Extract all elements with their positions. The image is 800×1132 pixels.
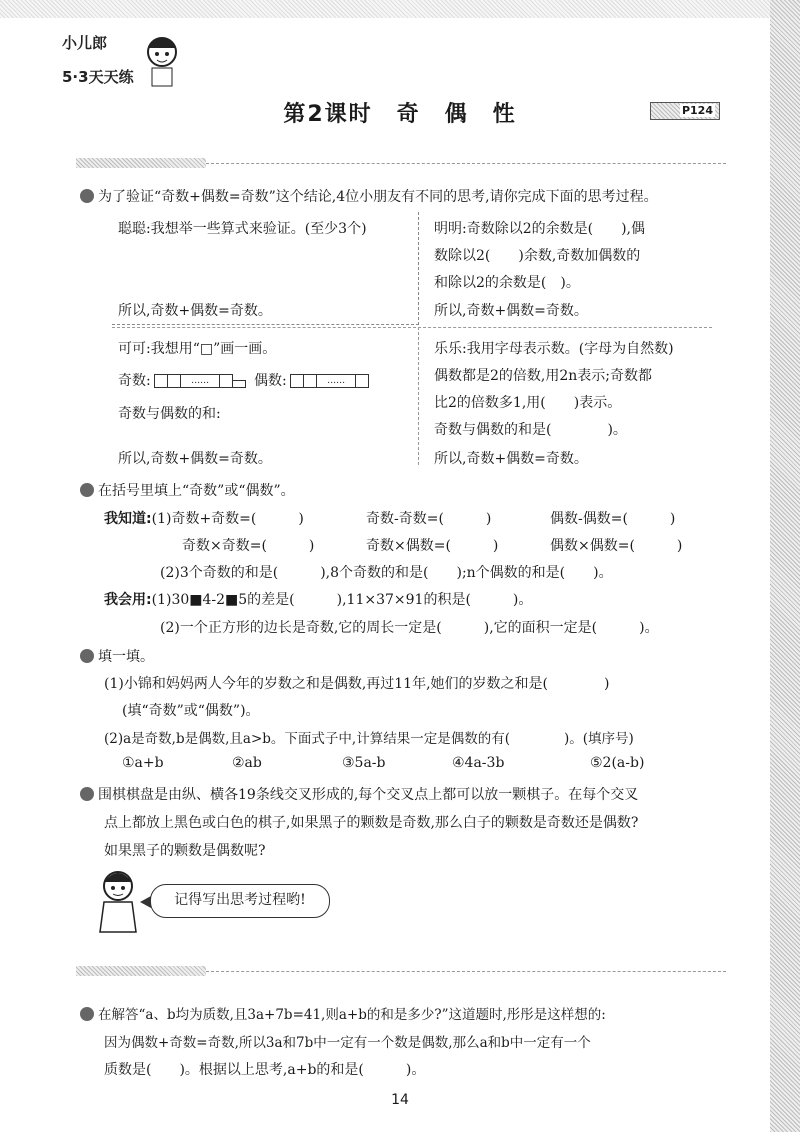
q3-option-3: ③5a-b — [342, 755, 386, 771]
q4-line1: 围棋棋盘是由纵、横各19条线交叉形成的,每个交叉点上都可以放一颗棋子。在每个交叉 — [98, 787, 639, 803]
boy-mascot-icon — [142, 28, 182, 88]
q2-prompt-line — [80, 480, 295, 500]
use-label: 我会用: — [104, 592, 152, 608]
lele-conclusion: 所以,奇数+偶数=奇数。 — [434, 451, 588, 467]
q3-option-2: ②ab — [232, 755, 262, 771]
q2-r1-c1: (1)奇数+奇数=( ) — [151, 511, 304, 527]
series-logo — [62, 28, 182, 90]
keke-even-row — [254, 370, 369, 390]
logo-text: 小儿郎 — [62, 34, 108, 52]
q3-option-4: ④4a-3b — [452, 755, 505, 771]
q5-line2: 因为偶数+奇数=奇数,所以3a和7b中一定有一个数是偶数,那么a和b中一定有一个 — [104, 1035, 591, 1051]
q2-r2-c2: 奇数×偶数=( ) — [366, 538, 499, 554]
q2-r1-c2: 奇数-奇数=( ) — [366, 511, 492, 527]
congcong-conclusion: 所以,奇数+偶数=奇数。 — [118, 303, 272, 319]
section-divider — [206, 163, 726, 164]
q1-prompt-line — [80, 186, 658, 206]
mingming-conclusion: 所以,奇数+偶数=奇数。 — [434, 303, 588, 319]
q3-option-5: ⑤2(a-b) — [590, 755, 645, 771]
q5-line3: 质数是( )。根据以上思考,a+b的和是( )。 — [104, 1062, 426, 1078]
q2-r3: (2)3个奇数的和是( ),8个奇数的和是( );n个偶数的和是( )。 — [160, 565, 613, 581]
lele-line3: 比2的倍数多1,用( )表示。 — [434, 395, 622, 411]
keke-odd-label: 奇数: — [118, 373, 151, 389]
congcong-text: 聪聪:我想举一些算式来验证。(至少3个) — [118, 221, 367, 237]
odd-square-diagram: …… — [155, 373, 246, 389]
lele-line4: 奇数与偶数的和是( )。 — [434, 422, 627, 438]
question-4-icon — [80, 787, 94, 801]
speech-bubble — [150, 884, 330, 918]
q3-prompt: 填一填。 — [98, 649, 154, 665]
q3-p2: (2)a是奇数,b是偶数,且a>b。下面式子中,计算结果一定是偶数的有( )。(填序号) — [104, 731, 634, 747]
page-reference-text: P124 — [681, 104, 713, 117]
page-number: 14 — [391, 1092, 409, 1108]
bubble-text: 记得写出思考过程哟! — [174, 892, 306, 908]
page-reference — [650, 102, 720, 120]
q4-line1-row — [80, 784, 638, 804]
question-5-icon — [80, 1007, 94, 1021]
q1-divider — [112, 327, 712, 328]
q4-line3: 如果黑子的颗数是偶数呢? — [104, 843, 266, 859]
q1-prompt: 为了验证“奇数+偶数=奇数”这个结论,4位小朋友有不同的思考,请你完成下面的思考过程。 — [98, 189, 658, 205]
q2-row4 — [104, 589, 532, 609]
keke-odd-row — [118, 370, 246, 390]
q3-p1b: (填“奇数”或“偶数”)。 — [122, 703, 260, 719]
lele-line2: 偶数都是2的倍数,用2n表示;奇数都 — [434, 368, 652, 384]
section-divider-2 — [206, 971, 726, 972]
q3-p1a: (1)小锦和妈妈两人今年的岁数之和是偶数,再过11年,她们的岁数之和是( ) — [104, 676, 610, 692]
know-label: 我知道: — [104, 511, 152, 527]
section-strip-challenge — [76, 966, 206, 976]
question-2-icon — [80, 483, 94, 497]
q3-prompt-line — [80, 646, 154, 666]
q4-line2: 点上都放上黑色或白色的棋子,如果黑子的颗数是奇数,那么白子的颗数是奇数还是偶数? — [104, 815, 639, 831]
keke-even-label: 偶数: — [254, 373, 287, 389]
even-square-diagram: …… — [291, 373, 369, 389]
q2-r2-c1: 奇数×奇数=( ) — [182, 538, 315, 554]
lele-line1: 乐乐:我用字母表示数。(字母为自然数) — [434, 341, 674, 357]
q2-r2-c3: 偶数×偶数=( ) — [550, 538, 683, 554]
question-1-icon — [80, 189, 94, 203]
q2-r5: (2)一个正方形的边长是奇数,它的周长一定是( ),它的面积一定是( )。 — [160, 620, 659, 636]
question-3-icon — [80, 649, 94, 663]
keke-conclusion: 所以,奇数+偶数=奇数。 — [118, 451, 272, 467]
q5-line1-row — [80, 1003, 606, 1023]
page-edge-texture — [770, 0, 800, 1132]
keke-sum-label: 奇数与偶数的和: — [118, 406, 221, 422]
section-strip-practice — [76, 158, 206, 168]
series-name: 5·3天天练 — [62, 68, 134, 86]
boy-thinking-icon — [96, 866, 140, 936]
q2-prompt: 在括号里填上“奇数”或“偶数”。 — [98, 483, 295, 499]
mingming-line2: 数除以2( )余数,奇数加偶数的 — [434, 248, 641, 264]
keke-text: 可可:我想用“□”画一画。 — [118, 341, 277, 357]
header-texture — [0, 0, 800, 18]
q5-line1: 在解答“a、b均为质数,且3a+7b=41,则a+b的和是多少?”这道题时,彤彤是这样想的: — [98, 1007, 606, 1023]
q3-option-1: ①a+b — [122, 755, 164, 771]
q2-r4: (1)30■4-2■5的差是( ),11×37×91的积是( )。 — [151, 592, 533, 608]
q1-vertical-divider — [418, 327, 419, 465]
q2-row1 — [104, 508, 304, 528]
mingming-line1: 明明:奇数除以2的余数是( ),偶 — [434, 221, 645, 237]
mingming-line3: 和除以2的余数是( )。 — [434, 275, 580, 291]
q2-r1-c3: 偶数-偶数=( ) — [550, 511, 676, 527]
page-title: 第2课时 奇 偶 性 — [283, 102, 517, 127]
